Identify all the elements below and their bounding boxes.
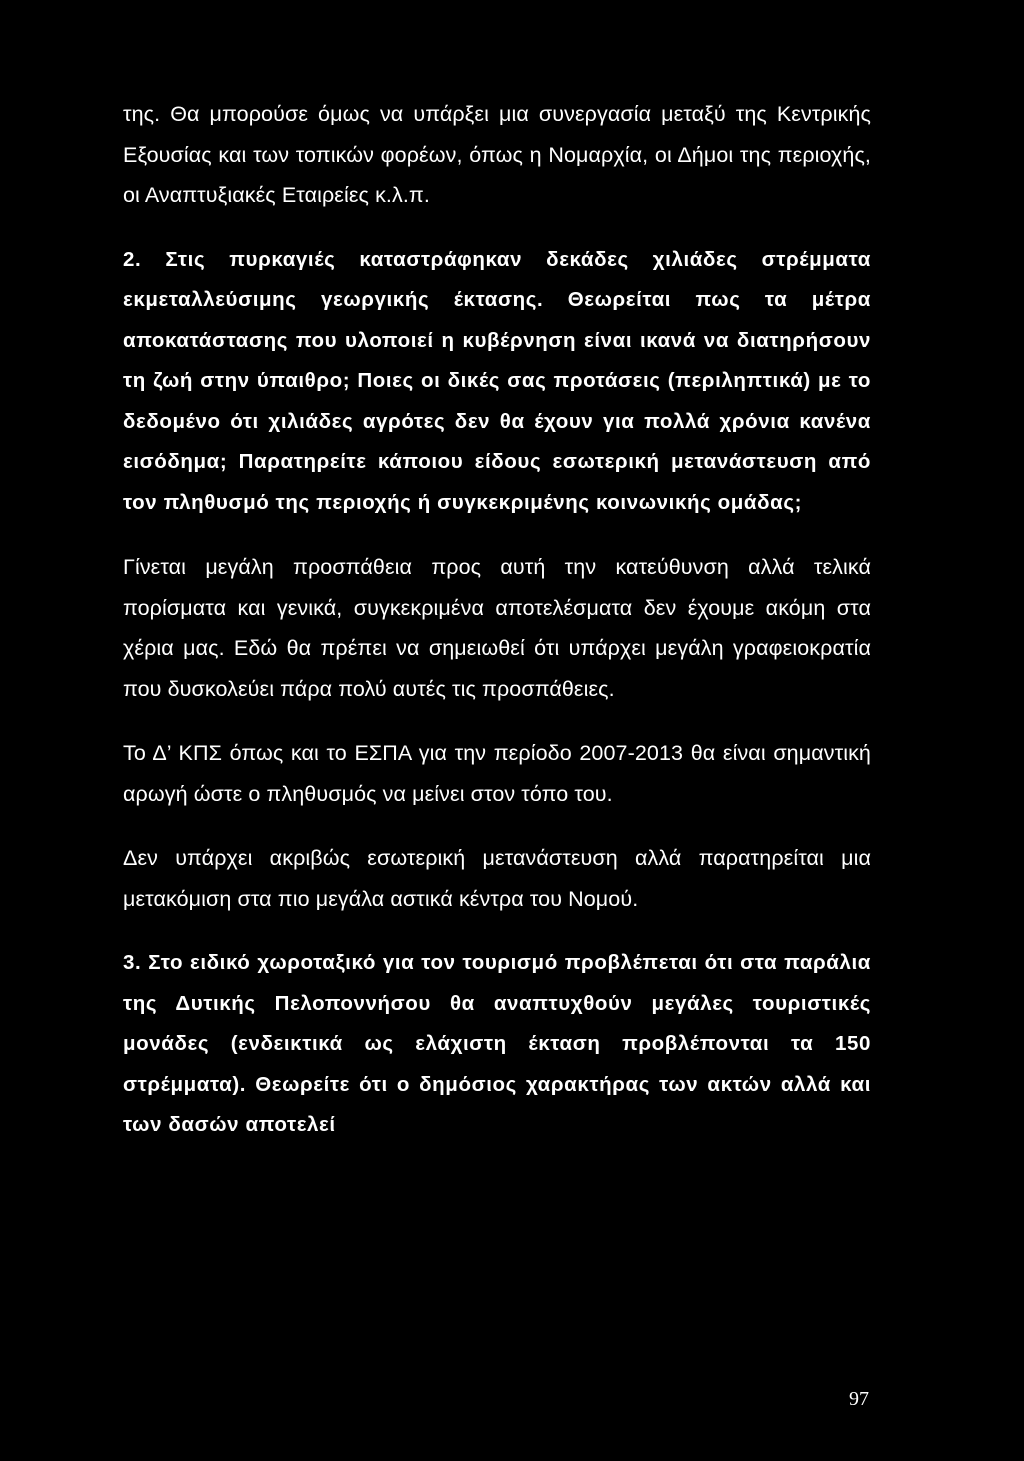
answer-2-paragraph-1: Γίνεται μεγάλη προσπάθεια προς αυτή την κατεύθυνση αλλά τελικά πορίσματα και γενικά, συγκεκριμένα αποτελέσματα δεν έχουμε ακόμη στα χέρια μας. Εδώ θα πρέπει να σημειωθεί ότι υπάρχει μεγάλη γραφειοκρατία που δυσκολεύει πάρα πολύ αυτές τις προσπάθειες.	[123, 555, 871, 701]
answer-2-paragraph-3: Δεν υπάρχει ακριβώς εσωτερική μετανάστευση αλλά παρατηρείται μια μετακόμιση στα πιο μεγάλα αστικά κέντρα του Νομού.	[123, 846, 871, 911]
paragraph-continuation: της. Θα μπορούσε όμως να υπάρξει μια συνεργασία μεταξύ της Κεντρικής Εξουσίας και των τοπικών φορέων, όπως η Νομαρχία, οι Δήμοι της περιοχής, οι Αναπτυξιακές Εταιρείες κ.λ.π.	[123, 102, 871, 207]
answer-2-paragraph-2: Το Δ’ ΚΠΣ όπως και το ΕΣΠΑ για την περίοδο 2007-2013 θα είναι σημαντική αρωγή ώστε ο πληθυσμός να μείνει στον τόπο του.	[123, 741, 871, 806]
question-3: 3. Στο ειδικό χωροταξικό για τον τουρισμό προβλέπεται ότι στα παράλια της Δυτικής Πελοποννήσου θα αναπτυχθούν μεγάλες τουριστικές μονάδες (ενδεικτικά ως ελάχιστη έκταση προβλέπονται τα 150 στρέμματα). Θεωρείτε ότι ο δημόσιος χαρακτήρας των ακτών αλλά και των δασών αποτελεί	[123, 951, 871, 1136]
question-2: 2. Στις πυρκαγιές καταστράφηκαν δεκάδες χιλιάδες στρέμματα εκμεταλλεύσιμης γεωργικής έκτασης. Θεωρείται πως τα μέτρα αποκατάστασης που υλοποιεί η κυβέρνηση είναι ικανά να διατηρήσουν τη ζωή στην ύπαιθρο; Ποιες οι δικές σας προτάσεις (περιληπτικά) με το δεδομένο ότι χιλιάδες αγρότες δεν θα έχουν για πολλά χρόνια κανένα εισόδημα; Παρατηρείτε κάποιου είδους εσωτερική μετανάστευση από τον πληθυσμό της περιοχής ή συγκεκριμένης κοινωνικής ομάδας;	[123, 247, 871, 514]
document-body	[123, 94, 871, 1146]
page-number: 97	[849, 1388, 869, 1410]
